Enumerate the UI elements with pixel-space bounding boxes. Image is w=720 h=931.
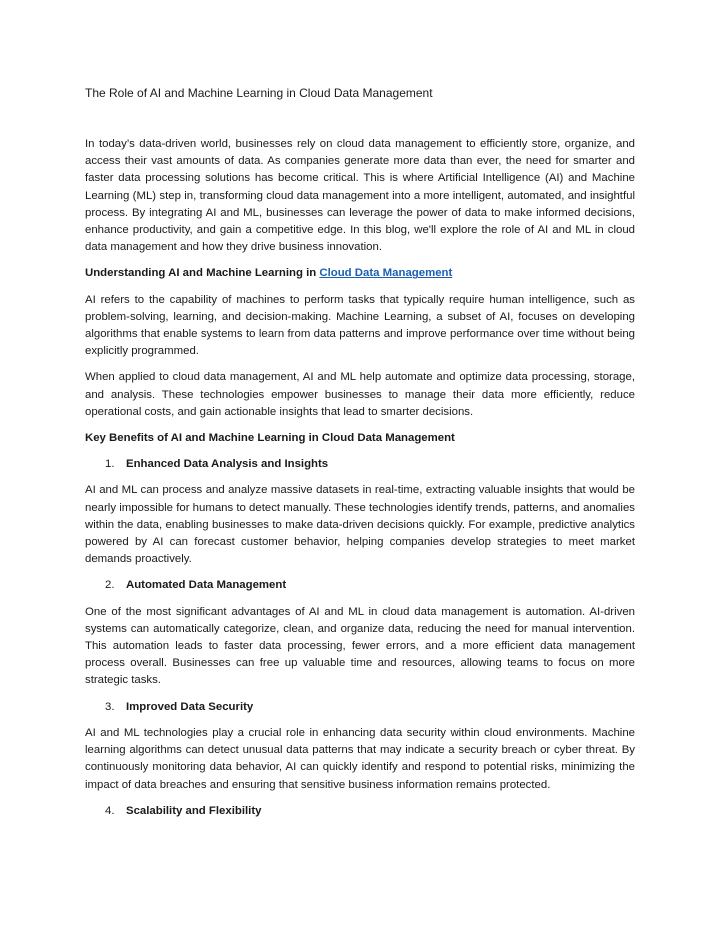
cloud-data-management-link[interactable]: Cloud Data Management	[319, 267, 453, 280]
list-item-title: Automated Data Management	[126, 579, 287, 592]
list-number: 2.	[105, 579, 115, 592]
list-item-title: Scalability and Flexibility	[126, 804, 262, 817]
section-heading-text: Understanding AI and Machine Learning in	[85, 267, 320, 280]
list-number: 1.	[105, 458, 115, 471]
document-title: The Role of AI and Machine Learning in Cloud Data Management	[85, 86, 433, 100]
list-number: 4.	[105, 804, 115, 817]
list-item-heading	[85, 803, 635, 820]
list-item-paragraph: One of the most significant advantages of AI and ML in cloud data management is automation. AI-driven systems can automatically categorize, clean, and organize data, reducing the need for manual intervention. This automation leads to faster data processing, fewer errors, and a more efficient data management process overall. Businesses can free up valuable time and resources, allowing teams to focus on more strategic tasks.	[85, 605, 635, 687]
ai-application-paragraph: When applied to cloud data management, AI and ML help automate and optimize data processing, storage, and analysis. These technologies empower businesses to manage their data more efficiently, reduce operational costs, and gain actionable insights that lead to smarter decisions.	[85, 371, 635, 418]
list-item-heading	[85, 699, 635, 716]
list-item-heading	[85, 577, 635, 594]
intro-paragraph: In today’s data-driven world, businesses rely on cloud data management to efficiently store, organize, and access their vast amounts of data. As companies generate more data than ever, the need for smarter and faster data processing solutions has become critical. This is where Artificial Intelligence (AI) and Machine Learning (ML) step in, transforming cloud data management into a more intelligent, automated, and insightful process. By integrating AI and ML, businesses can leverage the power of data to make informed decisions, enhance productivity, and gain a competitive edge. In this blog, we'll explore the role of AI and ML in cloud data management and how they drive business innovation.	[85, 138, 635, 254]
list-number: 3.	[105, 700, 115, 713]
ai-definition-paragraph: AI refers to the capability of machines to perform tasks that typically require human intelligence, such as problem-solving, learning, and decision-making. Machine Learning, a subset of AI, focuses on developing algorithms that enable systems to learn from data patterns and improve performance over time without being explicitly programmed.	[85, 293, 635, 358]
list-item-title: Improved Data Security	[126, 700, 254, 713]
list-item-heading	[85, 456, 635, 473]
section-heading-benefits: Key Benefits of AI and Machine Learning in Cloud Data Management	[85, 432, 455, 445]
list-item-title: Enhanced Data Analysis and Insights	[126, 458, 329, 471]
list-item-paragraph: AI and ML can process and analyze massive datasets in real-time, extracting valuable insights that would be nearly impossible for humans to detect manually. These technologies identify trends, patterns, and anomalies within the data, enabling businesses to make data-driven decisions quickly. For example, predictive analytics powered by AI can forecast customer behavior, helping companies develop strategies to meet market demands proactively.	[85, 484, 635, 566]
document-body	[85, 136, 635, 829]
list-item-paragraph: AI and ML technologies play a crucial role in enhancing data security within cloud environments. Machine learning algorithms can detect unusual data patterns that may indicate a security breach or cyber threat. By continuously monitoring data behavior, AI can quickly identify and respond to potential risks, minimizing the impact of data breaches and ensuring that sensitive business information remains protected.	[85, 726, 635, 791]
section-heading-understanding	[85, 265, 635, 282]
